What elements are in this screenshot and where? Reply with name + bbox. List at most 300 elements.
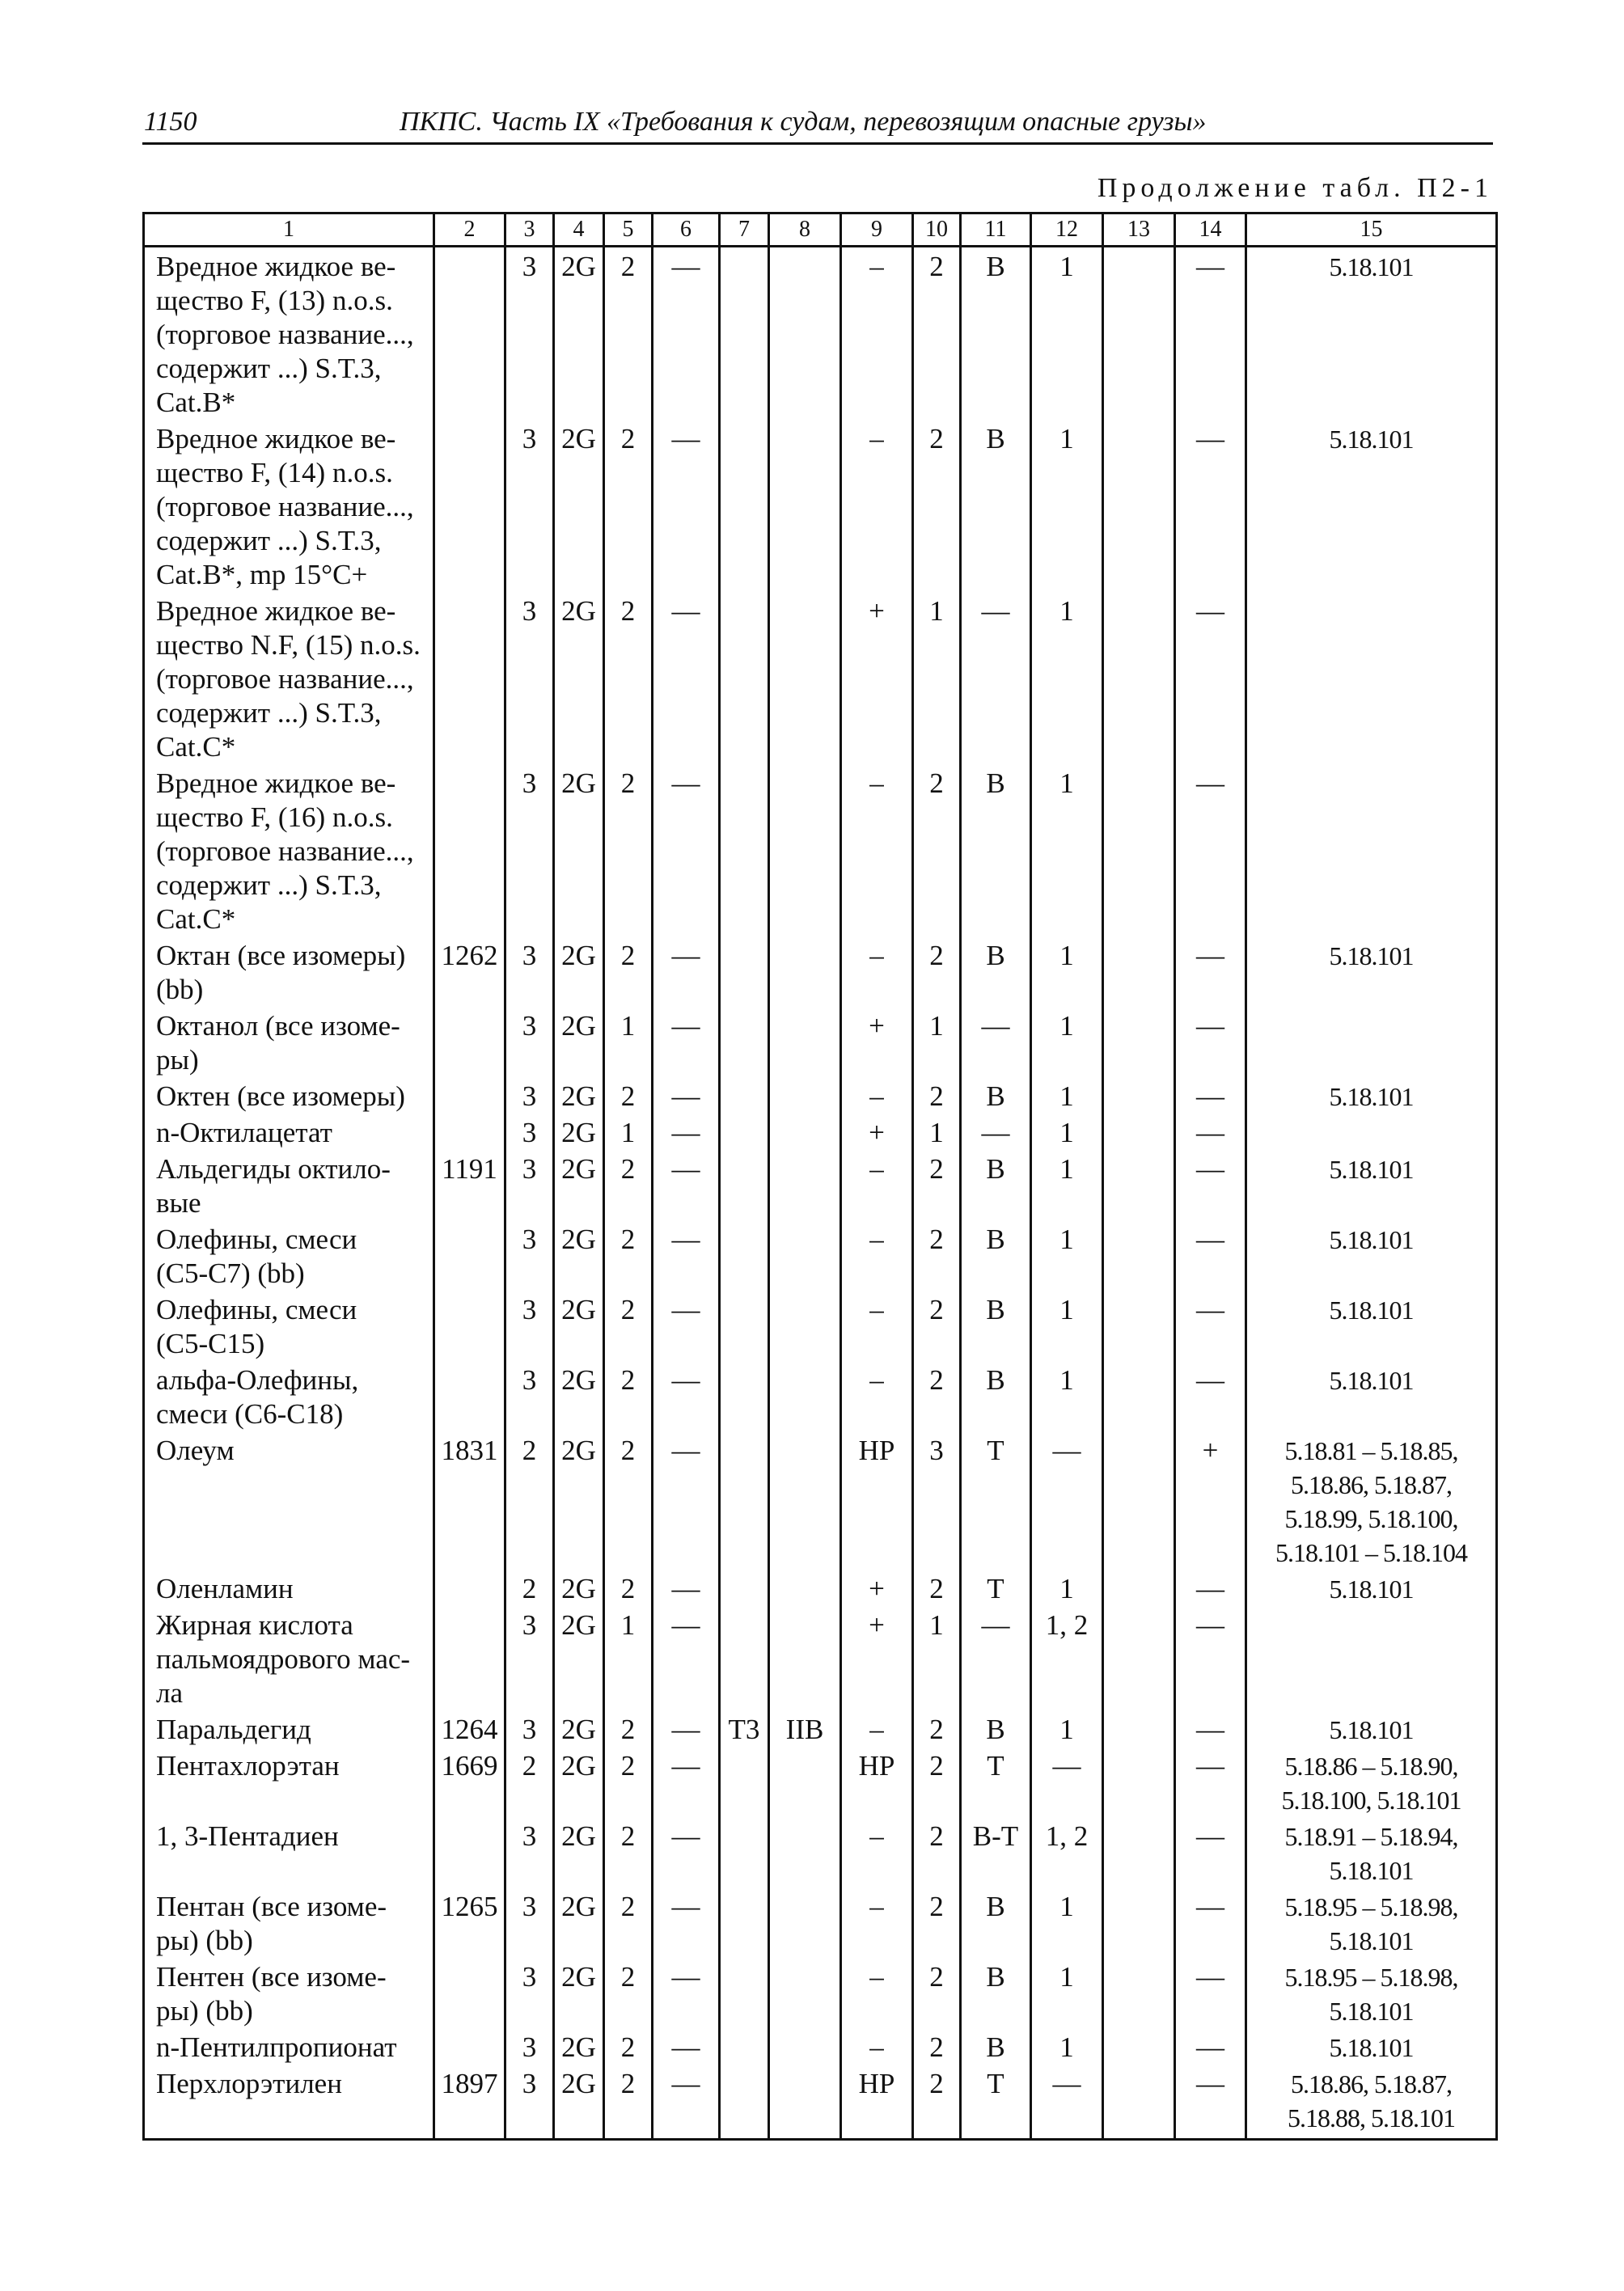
table-cell: — <box>1175 1220 1246 1291</box>
table-cell: — <box>1175 1361 1246 1431</box>
table-cell: B <box>961 1291 1031 1361</box>
table-cell: 2 <box>913 1077 961 1114</box>
table-cell: 1 <box>604 1606 653 1710</box>
table-cell: 3 <box>505 1817 554 1887</box>
table-cell: 2 <box>913 2065 961 2140</box>
table-cell: 1 <box>604 1007 653 1077</box>
table-cell: B <box>961 1220 1031 1291</box>
table-cell: 1 <box>1031 420 1103 592</box>
table-cell: 2G <box>554 1361 604 1431</box>
substance-name-cell: Олеум <box>144 1431 434 1570</box>
running-title: ПКПС. Часть IX «Требования к судам, перевозящим опасные грузы» <box>400 107 1207 137</box>
table-cell <box>769 1077 841 1114</box>
table-cell: — <box>653 1747 720 1817</box>
table-cell: 2 <box>913 1570 961 1606</box>
table-cell: 2 <box>913 764 961 936</box>
table-cell <box>769 1817 841 1887</box>
table-cell: 3 <box>505 2028 554 2065</box>
table-cell: IIB <box>769 1710 841 1747</box>
table-cell: 2 <box>604 2065 653 2140</box>
table-cell <box>769 1361 841 1431</box>
table-cell <box>434 420 505 592</box>
table-cell <box>720 1817 769 1887</box>
table-cell: 2 <box>913 1220 961 1291</box>
table-cell: 2 <box>604 1291 653 1361</box>
table-cell <box>769 1606 841 1710</box>
table-row <box>144 247 1497 421</box>
table-cell: — <box>1175 1606 1246 1710</box>
table-cell: – <box>841 247 913 421</box>
table-cell: НР <box>841 1431 913 1570</box>
column-header-14: 14 <box>1175 213 1246 247</box>
table-cell: — <box>1175 1958 1246 2028</box>
table-cell: – <box>841 936 913 1007</box>
table-cell: — <box>961 1114 1031 1150</box>
table-cell <box>720 247 769 421</box>
table-cell: 2 <box>604 1150 653 1220</box>
table-cell: T3 <box>720 1710 769 1747</box>
table-cell: — <box>653 1710 720 1747</box>
table-cell: 2 <box>913 1710 961 1747</box>
substances-table <box>142 212 1498 2141</box>
table-cell: — <box>1175 1150 1246 1220</box>
table-cell: 1 <box>1031 1291 1103 1361</box>
references-cell: 5.18.101 <box>1246 420 1497 592</box>
table-cell: 1 <box>1031 1887 1103 1958</box>
table-cell: 2G <box>554 1747 604 1817</box>
table-cell: 1 <box>1031 1958 1103 2028</box>
table-cell <box>720 936 769 1007</box>
table-cell <box>769 1114 841 1150</box>
table-cell: 2G <box>554 2065 604 2140</box>
table-row <box>144 1007 1497 1077</box>
table-cell: — <box>653 592 720 764</box>
table-cell <box>720 1606 769 1710</box>
table-cell: 3 <box>505 1291 554 1361</box>
table-cell <box>769 2065 841 2140</box>
table-cell: 1 <box>1031 1220 1103 1291</box>
table-cell: – <box>841 1887 913 1958</box>
table-cell: 1 <box>1031 1007 1103 1077</box>
table-cell: — <box>1175 1291 1246 1361</box>
table-cell <box>769 1291 841 1361</box>
table-cell: 2 <box>913 2028 961 2065</box>
table-row <box>144 1817 1497 1887</box>
table-cell: — <box>653 2028 720 2065</box>
table-cell: B <box>961 1887 1031 1958</box>
table-cell <box>769 1570 841 1606</box>
table-continuation-caption: Продолжение табл. П2-1 <box>1097 173 1493 203</box>
table-cell: 2 <box>913 1747 961 1817</box>
table-cell: 2G <box>554 2028 604 2065</box>
table-cell: 2G <box>554 764 604 936</box>
table-cell: 2 <box>604 1431 653 1570</box>
table-cell: + <box>841 1606 913 1710</box>
table-cell: — <box>653 1570 720 1606</box>
table-cell: — <box>1175 2028 1246 2065</box>
table-cell: – <box>841 1220 913 1291</box>
table-cell: 2 <box>913 1958 961 2028</box>
table-cell: + <box>841 1007 913 1077</box>
column-header-7: 7 <box>720 213 769 247</box>
table-cell: 1265 <box>434 1887 505 1958</box>
table-cell: 1897 <box>434 2065 505 2140</box>
table-cell: — <box>961 1606 1031 1710</box>
table-cell <box>1103 1606 1175 1710</box>
table-cell: 2 <box>604 1958 653 2028</box>
substance-name-cell: Пентан (все изоме- ры) (bb) <box>144 1887 434 1958</box>
table-cell <box>434 1606 505 1710</box>
table-cell <box>434 1291 505 1361</box>
table-cell: — <box>1175 1114 1246 1150</box>
table-cell: 1 <box>1031 1114 1103 1150</box>
table-cell <box>434 1220 505 1291</box>
table-cell <box>769 2028 841 2065</box>
table-cell <box>1103 1817 1175 1887</box>
table-cell: 1 <box>604 1114 653 1150</box>
table-cell: B <box>961 1958 1031 2028</box>
table-cell: 2G <box>554 1431 604 1570</box>
table-cell: 3 <box>505 1361 554 1431</box>
table-cell: 3 <box>505 764 554 936</box>
column-header-12: 12 <box>1031 213 1103 247</box>
table-cell: — <box>653 764 720 936</box>
table-cell: — <box>653 1606 720 1710</box>
substance-name-cell: Олефины, смеси (C5-C7) (bb) <box>144 1220 434 1291</box>
table-row <box>144 1220 1497 1291</box>
references-cell: 5.18.81 – 5.18.85, 5.18.86, 5.18.87, 5.18.99, 5.18.100, 5.18.101 – 5.18.104 <box>1246 1431 1497 1570</box>
column-header-4: 4 <box>554 213 604 247</box>
references-cell <box>1246 764 1497 936</box>
table-cell: 1831 <box>434 1431 505 1570</box>
table-cell: 2 <box>913 247 961 421</box>
substance-name-cell: Вредное жидкое ве- щество F, (14) n.o.s. (торговое название..., содержит ...) S.T.3, Cat.B*, mp 15°C+ <box>144 420 434 592</box>
table-cell: – <box>841 1361 913 1431</box>
table-cell <box>720 592 769 764</box>
table-cell: — <box>1175 764 1246 936</box>
substance-name-cell: Октан (все изомеры) (bb) <box>144 936 434 1007</box>
references-cell: 5.18.95 – 5.18.98, 5.18.101 <box>1246 1887 1497 1958</box>
table-cell <box>769 1007 841 1077</box>
substance-name-cell: Вредное жидкое ве- щество F, (13) n.o.s. (торговое название..., содержит ...) S.T.3, Cat.B* <box>144 247 434 421</box>
table-cell: 3 <box>505 1220 554 1291</box>
references-cell: 5.18.95 – 5.18.98, 5.18.101 <box>1246 1958 1497 2028</box>
table-row <box>144 1710 1497 1747</box>
table-cell <box>720 1747 769 1817</box>
column-header-11: 11 <box>961 213 1031 247</box>
references-cell: 5.18.91 – 5.18.94, 5.18.101 <box>1246 1817 1497 1887</box>
table-cell <box>434 1114 505 1150</box>
table-cell <box>720 1570 769 1606</box>
table-cell: 1, 2 <box>1031 1817 1103 1887</box>
table-row <box>144 1606 1497 1710</box>
table-cell: 1 <box>1031 1361 1103 1431</box>
table-cell: B <box>961 1150 1031 1220</box>
table-cell: 2G <box>554 1817 604 1887</box>
table-cell: — <box>653 1150 720 1220</box>
table-cell: 1 <box>1031 1710 1103 1747</box>
table-cell <box>434 1007 505 1077</box>
table-cell <box>1103 247 1175 421</box>
references-cell: 5.18.86 – 5.18.90, 5.18.100, 5.18.101 <box>1246 1747 1497 1817</box>
table-cell: B-T <box>961 1817 1031 1887</box>
substance-name-cell: Пентахлорэтан <box>144 1747 434 1817</box>
table-cell <box>769 1220 841 1291</box>
table-row <box>144 1291 1497 1361</box>
column-header-9: 9 <box>841 213 913 247</box>
table-cell: 1 <box>913 1114 961 1150</box>
table-cell: 3 <box>505 936 554 1007</box>
page-header <box>142 104 1493 145</box>
table-cell: + <box>841 1114 913 1150</box>
table-cell: 3 <box>505 1114 554 1150</box>
table-cell: B <box>961 247 1031 421</box>
references-cell <box>1246 1007 1497 1077</box>
table-cell: 3 <box>505 2065 554 2140</box>
table-cell: 2 <box>505 1747 554 1817</box>
substance-name-cell: 1, 3-Пентадиен <box>144 1817 434 1887</box>
table-cell: T <box>961 2065 1031 2140</box>
column-header-2: 2 <box>434 213 505 247</box>
substance-name-cell: Октанол (все изоме- ры) <box>144 1007 434 1077</box>
table-cell: – <box>841 1710 913 1747</box>
table-cell <box>720 1077 769 1114</box>
table-cell: B <box>961 764 1031 936</box>
column-header-8: 8 <box>769 213 841 247</box>
table-cell <box>1103 936 1175 1007</box>
table-cell <box>720 1007 769 1077</box>
table-cell: 3 <box>505 1710 554 1747</box>
table-cell: + <box>841 1570 913 1606</box>
substance-name-cell: Оленламин <box>144 1570 434 1606</box>
table-cell: — <box>1175 936 1246 1007</box>
table-cell: 1 <box>913 592 961 764</box>
table-row <box>144 592 1497 764</box>
table-row <box>144 1361 1497 1431</box>
table-row <box>144 1570 1497 1606</box>
references-cell: 5.18.101 <box>1246 1361 1497 1431</box>
table-cell: НР <box>841 2065 913 2140</box>
table-cell: 2 <box>604 1747 653 1817</box>
table-row <box>144 1747 1497 1817</box>
table-cell: 3 <box>505 420 554 592</box>
table-cell: — <box>653 1958 720 2028</box>
table-cell: 2G <box>554 1150 604 1220</box>
table-cell: 1 <box>913 1606 961 1710</box>
table-cell: 2G <box>554 936 604 1007</box>
table-cell: — <box>1175 1570 1246 1606</box>
table-cell <box>1103 764 1175 936</box>
table-cell: — <box>653 1431 720 1570</box>
table-row <box>144 1150 1497 1220</box>
table-cell: 3 <box>505 1077 554 1114</box>
references-cell: 5.18.101 <box>1246 247 1497 421</box>
table-cell <box>434 1958 505 2028</box>
table-cell: 2 <box>913 1150 961 1220</box>
table-row <box>144 1431 1497 1570</box>
references-cell: 5.18.101 <box>1246 1570 1497 1606</box>
table-cell <box>1103 1887 1175 1958</box>
table-cell <box>1103 1431 1175 1570</box>
table-cell: — <box>653 247 720 421</box>
table-cell: 2 <box>604 1361 653 1431</box>
table-cell: 2 <box>604 2028 653 2065</box>
table-cell: B <box>961 1710 1031 1747</box>
table-cell: — <box>1175 1747 1246 1817</box>
substance-name-cell: Октен (все изомеры) <box>144 1077 434 1114</box>
table-cell <box>1103 1077 1175 1114</box>
table-cell: 3 <box>505 1958 554 2028</box>
table-cell <box>769 1747 841 1817</box>
table-cell: — <box>653 1007 720 1077</box>
table-cell <box>720 764 769 936</box>
table-cell: НР <box>841 1747 913 1817</box>
table-cell: T <box>961 1747 1031 1817</box>
substance-name-cell: Олефины, смеси (C5-C15) <box>144 1291 434 1361</box>
table-cell <box>434 2028 505 2065</box>
table-cell <box>769 1150 841 1220</box>
column-header-6: 6 <box>653 213 720 247</box>
table-cell: — <box>653 420 720 592</box>
table-cell <box>1103 1747 1175 1817</box>
table-cell <box>1103 1958 1175 2028</box>
substance-name-cell: Вредное жидкое ве- щество F, (16) n.o.s. (торговое название..., содержит ...) S.T.3, Cat.C* <box>144 764 434 936</box>
table-cell: — <box>1175 592 1246 764</box>
references-cell <box>1246 592 1497 764</box>
table-cell: 3 <box>505 247 554 421</box>
table-cell: 1 <box>913 1007 961 1077</box>
table-cell: 2 <box>604 592 653 764</box>
table-cell: — <box>653 1817 720 1887</box>
table-cell <box>769 764 841 936</box>
table-cell <box>1103 1570 1175 1606</box>
table-cell <box>720 1361 769 1431</box>
table-cell: 2 <box>913 1887 961 1958</box>
table-cell: 2G <box>554 1887 604 1958</box>
table-row <box>144 1958 1497 2028</box>
table-cell: — <box>1031 2065 1103 2140</box>
table-cell: 2 <box>913 1361 961 1431</box>
table-cell: 2 <box>604 1570 653 1606</box>
table-cell: 1669 <box>434 1747 505 1817</box>
table-cell: 1 <box>1031 247 1103 421</box>
table-cell: 1 <box>1031 1077 1103 1114</box>
column-header-3: 3 <box>505 213 554 247</box>
table-row <box>144 1077 1497 1114</box>
table-cell: 2 <box>604 247 653 421</box>
table-cell <box>1103 420 1175 592</box>
table-cell: 1 <box>1031 1150 1103 1220</box>
table-cell: B <box>961 1361 1031 1431</box>
table-cell: — <box>1175 247 1246 421</box>
table-cell <box>434 1817 505 1887</box>
table-cell: 1 <box>1031 2028 1103 2065</box>
table-cell: – <box>841 764 913 936</box>
table-cell <box>769 247 841 421</box>
table-cell: – <box>841 1077 913 1114</box>
references-cell <box>1246 1114 1497 1150</box>
substance-name-cell: n-Октилацетат <box>144 1114 434 1150</box>
table-cell: – <box>841 420 913 592</box>
table-cell <box>1103 1361 1175 1431</box>
column-header-13: 13 <box>1103 213 1175 247</box>
table-row <box>144 764 1497 936</box>
table-cell <box>720 1114 769 1150</box>
substance-name-cell: альфа-Олефины, смеси (C6-C18) <box>144 1361 434 1431</box>
table-cell: — <box>653 1361 720 1431</box>
substance-name-cell: Перхлорэтилен <box>144 2065 434 2140</box>
table-cell: — <box>1031 1747 1103 1817</box>
table-cell: B <box>961 420 1031 592</box>
table-cell <box>720 1887 769 1958</box>
page-number: 1150 <box>144 107 197 137</box>
table-cell <box>769 1887 841 1958</box>
table-cell: 2 <box>604 1817 653 1887</box>
table-cell: T <box>961 1431 1031 1570</box>
table-cell: 2 <box>913 1817 961 1887</box>
table-cell: — <box>653 1077 720 1114</box>
substance-name-cell: Альдегиды октило- вые <box>144 1150 434 1220</box>
table-cell <box>769 592 841 764</box>
table-cell: 2 <box>604 420 653 592</box>
table-cell: 2 <box>913 1291 961 1361</box>
table-cell <box>1103 1710 1175 1747</box>
references-cell: 5.18.101 <box>1246 1710 1497 1747</box>
table-cell: — <box>961 1007 1031 1077</box>
references-cell: 5.18.101 <box>1246 1150 1497 1220</box>
table-cell: — <box>653 1291 720 1361</box>
references-cell <box>1246 1606 1497 1710</box>
substance-name-cell: Пентен (все изоме- ры) (bb) <box>144 1958 434 2028</box>
table-cell <box>434 1570 505 1606</box>
references-cell: 5.18.101 <box>1246 1291 1497 1361</box>
table-cell: 1264 <box>434 1710 505 1747</box>
table-body <box>144 247 1497 2140</box>
table-cell <box>720 1958 769 2028</box>
table-cell: 2G <box>554 1220 604 1291</box>
table-cell: 2G <box>554 1958 604 2028</box>
table-cell: 2 <box>505 1570 554 1606</box>
table-cell: – <box>841 2028 913 2065</box>
column-header-10: 10 <box>913 213 961 247</box>
table-cell: 1 <box>1031 764 1103 936</box>
table-header-row <box>144 213 1497 247</box>
table-cell <box>720 1220 769 1291</box>
table-cell: 2 <box>913 936 961 1007</box>
references-cell: 5.18.101 <box>1246 1077 1497 1114</box>
table-cell: 3 <box>505 1887 554 1958</box>
table-cell: 2G <box>554 1114 604 1150</box>
table-row <box>144 1887 1497 1958</box>
substance-name-cell: Паральдегид <box>144 1710 434 1747</box>
table-cell: 2 <box>604 1887 653 1958</box>
table-cell <box>769 1431 841 1570</box>
table-cell: 2G <box>554 1007 604 1077</box>
table-cell <box>434 1361 505 1431</box>
table-cell <box>769 420 841 592</box>
table-cell: 2 <box>604 1077 653 1114</box>
table-cell <box>1103 1220 1175 1291</box>
table-cell: — <box>1175 1887 1246 1958</box>
table-cell: 2 <box>913 420 961 592</box>
table-cell: 1 <box>1031 1570 1103 1606</box>
table-cell <box>1103 1150 1175 1220</box>
table-cell: – <box>841 1291 913 1361</box>
table-cell <box>720 2028 769 2065</box>
table-cell <box>1103 2065 1175 2140</box>
table-cell: — <box>653 1114 720 1150</box>
table-cell: 1, 2 <box>1031 1606 1103 1710</box>
